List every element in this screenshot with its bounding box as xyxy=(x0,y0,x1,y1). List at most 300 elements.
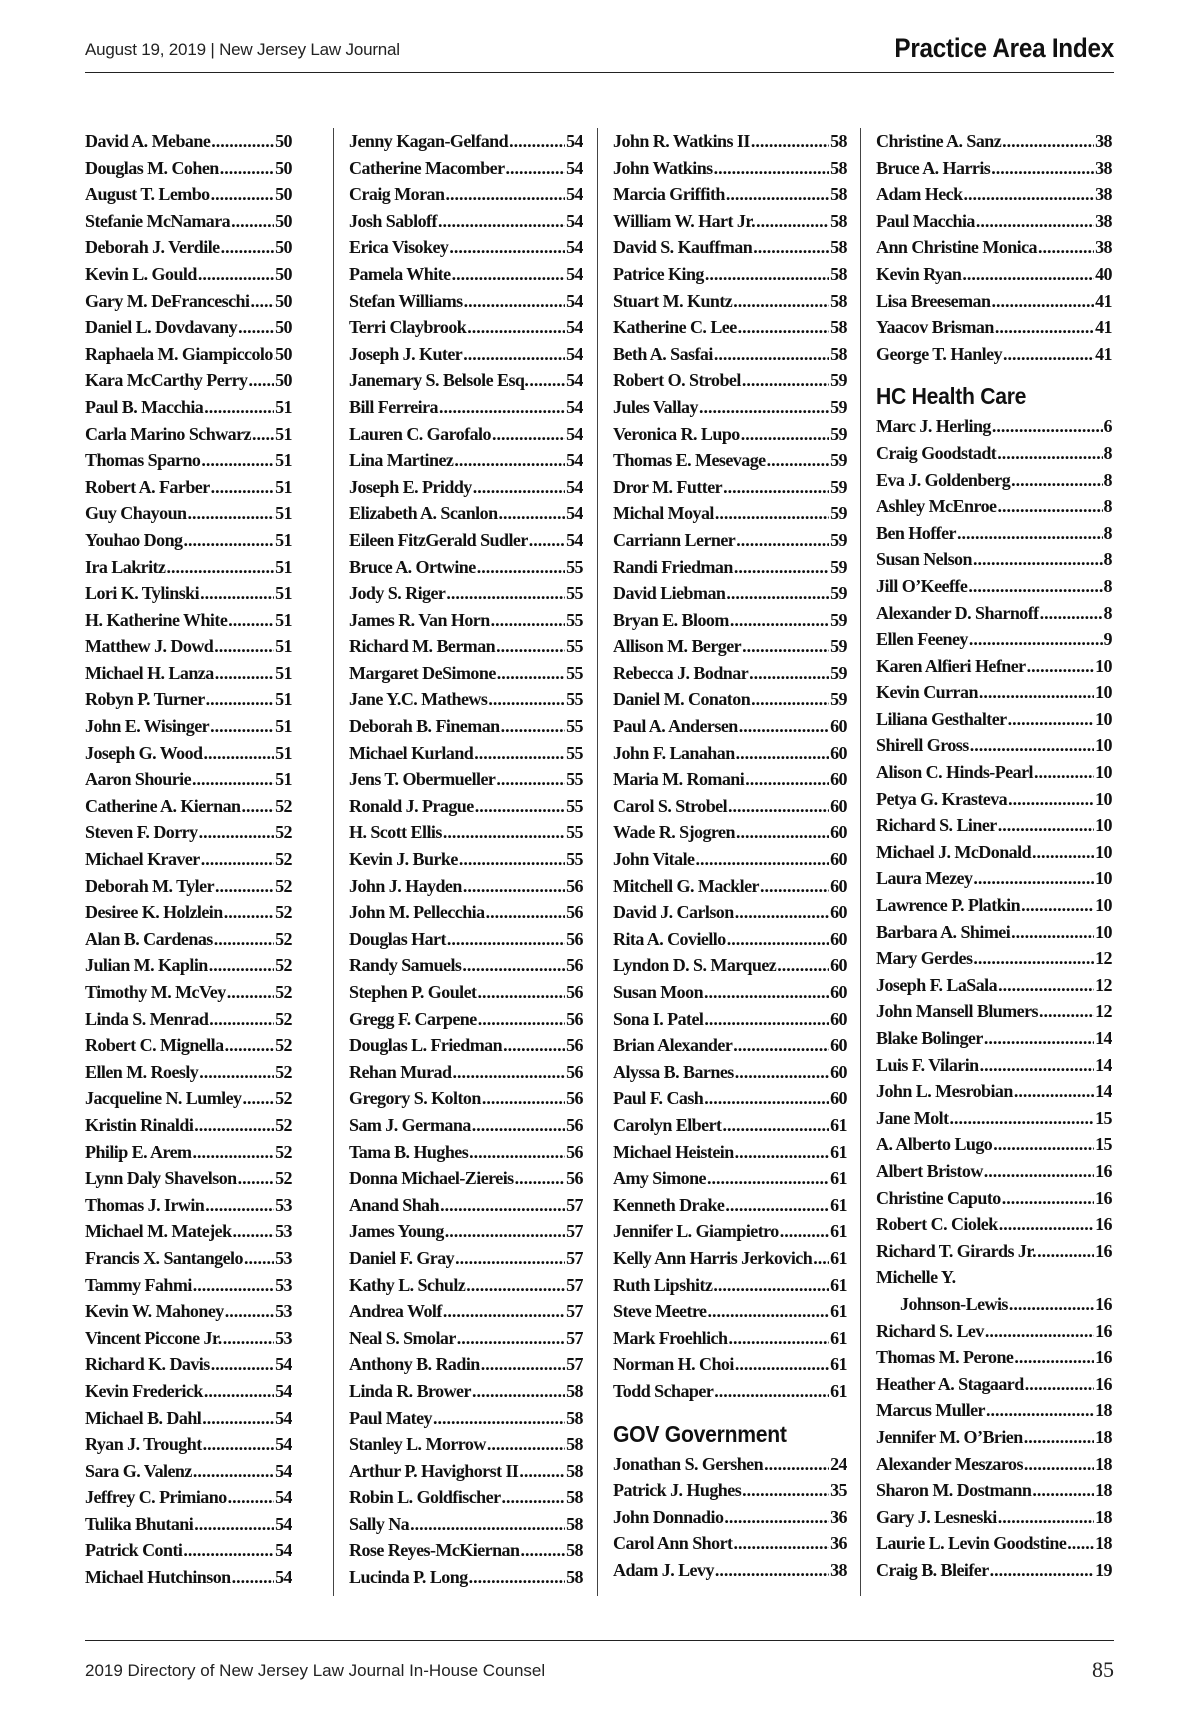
index-entry xyxy=(613,500,847,527)
dot-leader xyxy=(503,1032,565,1059)
entry-name: Mitchell G. Mackler xyxy=(613,875,759,896)
dot-leader xyxy=(735,1139,829,1166)
dot-leader xyxy=(529,367,565,394)
dot-leader xyxy=(228,1484,274,1511)
entry-page-number: 55 xyxy=(566,716,583,737)
entry-name: Jody S. Riger xyxy=(349,583,446,604)
dot-leader xyxy=(515,1165,565,1192)
dot-leader xyxy=(714,1378,829,1405)
entry-page-number: 54 xyxy=(566,529,583,550)
dot-leader xyxy=(756,208,829,235)
dot-leader xyxy=(992,413,1103,440)
index-entry xyxy=(85,819,292,846)
entry-name: Stefan Williams xyxy=(349,290,463,311)
entry-page-number: 52 xyxy=(275,822,292,843)
index-entry xyxy=(613,580,847,607)
index-entry xyxy=(349,367,583,394)
dot-leader xyxy=(780,1218,829,1245)
dot-leader xyxy=(751,686,829,713)
index-entry xyxy=(85,1325,292,1352)
index-entry xyxy=(613,1477,847,1504)
entry-name: Carolyn Elbert xyxy=(613,1114,722,1135)
entry-page-number: 51 xyxy=(275,450,292,471)
index-entry xyxy=(85,1165,292,1192)
dot-leader xyxy=(1032,839,1094,866)
index-entry xyxy=(85,1032,292,1059)
dot-leader xyxy=(979,679,1094,706)
dot-leader xyxy=(726,580,829,607)
entry-page-number: 18 xyxy=(1095,1453,1112,1474)
index-entry xyxy=(876,1477,1112,1504)
index-entry xyxy=(85,633,292,660)
entry-name: Rose Reyes-McKiernan xyxy=(349,1540,520,1561)
index-entry xyxy=(876,919,1112,946)
entry-page-number: 56 xyxy=(566,928,583,949)
entry-page-number: 52 xyxy=(275,875,292,896)
entry-page-number: 54 xyxy=(566,263,583,284)
index-entry xyxy=(876,732,1112,759)
index-entry xyxy=(876,1318,1112,1345)
index-entry xyxy=(349,1059,583,1086)
index-entry xyxy=(85,686,292,713)
index-entry xyxy=(349,686,583,713)
index-entry xyxy=(613,367,847,394)
entry-page-number: 38 xyxy=(1095,210,1112,231)
entry-page-number: 8 xyxy=(1103,549,1112,570)
entry-name: Rita A. Coviello xyxy=(613,928,726,949)
dot-leader xyxy=(733,288,829,315)
entry-name: Gregg F. Carpene xyxy=(349,1008,477,1029)
entry-page-number: 16 xyxy=(1095,1320,1112,1341)
index-entry xyxy=(349,1245,583,1272)
dot-leader xyxy=(741,421,829,448)
index-entry xyxy=(876,1105,1112,1132)
entry-page-number: 36 xyxy=(830,1506,847,1527)
entry-page-number: 55 xyxy=(566,662,583,683)
dot-leader xyxy=(481,1351,565,1378)
dot-leader xyxy=(990,1557,1094,1584)
dot-leader xyxy=(439,394,565,421)
section-heading: HC Health Care xyxy=(876,383,1027,410)
entry-name: Randi Friedman xyxy=(613,556,733,577)
dot-leader xyxy=(463,341,565,368)
dot-leader xyxy=(457,1325,565,1352)
entry-page-number: 54 xyxy=(566,370,583,391)
entry-name: Gregory S. Kolton xyxy=(349,1088,481,1109)
dot-leader xyxy=(221,234,274,261)
entry-page-number: 54 xyxy=(566,131,583,151)
dot-leader xyxy=(501,713,565,740)
dot-leader xyxy=(973,865,1094,892)
entry-name: Michael B. Dahl xyxy=(85,1407,202,1428)
dot-leader xyxy=(1011,467,1102,494)
index-entry xyxy=(613,713,847,740)
index-entry xyxy=(876,653,1112,680)
dot-leader xyxy=(211,474,274,501)
dot-leader xyxy=(472,1112,565,1139)
entry-page-number: 58 xyxy=(830,237,847,258)
index-entry xyxy=(85,421,292,448)
index-entry xyxy=(876,998,1112,1025)
entry-page-number: 54 xyxy=(566,157,583,178)
index-entry xyxy=(876,1158,1112,1185)
entry-name: Sara G. Valenz xyxy=(85,1460,192,1481)
entry-page-number: 56 xyxy=(566,875,583,896)
index-entry xyxy=(349,1298,583,1325)
dot-leader xyxy=(188,500,275,527)
entry-page-number: 8 xyxy=(1103,575,1112,596)
entry-page-number: 56 xyxy=(566,902,583,923)
index-entry xyxy=(613,873,847,900)
entry-page-number: 60 xyxy=(830,928,847,949)
index-entry xyxy=(85,1564,292,1591)
entry-name: Jonathan S. Gershen xyxy=(613,1453,764,1474)
dot-leader xyxy=(1067,1530,1094,1557)
dot-leader xyxy=(723,474,829,501)
entry-name: John J. Hayden xyxy=(349,875,462,896)
entry-name: Robin L. Goldfischer xyxy=(349,1487,501,1508)
index-entry xyxy=(85,1537,292,1564)
dot-leader xyxy=(1002,1185,1094,1212)
index-entry xyxy=(85,288,292,315)
index-entry xyxy=(876,1291,1112,1318)
entry-name: Paul A. Andersen xyxy=(613,716,738,737)
dot-leader xyxy=(192,1139,274,1166)
entry-name: Ellen M. Roesly xyxy=(85,1061,199,1082)
dot-leader xyxy=(220,155,274,182)
entry-name: Brian Alexander xyxy=(613,1035,733,1056)
index-entry xyxy=(876,786,1112,813)
entry-page-number: 61 xyxy=(830,1194,847,1215)
entry-page-number: 57 xyxy=(566,1194,583,1215)
entry-name: Michal Moyal xyxy=(613,503,714,524)
dot-leader xyxy=(203,1431,274,1458)
dot-leader xyxy=(478,979,566,1006)
entry-page-number: 55 xyxy=(566,636,583,657)
entry-page-number: 50 xyxy=(275,131,292,151)
entry-page-number: 16 xyxy=(1095,1240,1112,1261)
entry-page-number: 50 xyxy=(275,317,292,338)
entry-name: Douglas Hart xyxy=(349,928,446,949)
entry-name: Richard S. Liner xyxy=(876,815,997,836)
dot-leader xyxy=(487,1431,565,1458)
entry-page-number: 52 xyxy=(275,1114,292,1135)
entry-name: Rehan Murad xyxy=(349,1061,452,1082)
index-entry xyxy=(85,899,292,926)
index-entry xyxy=(85,208,292,235)
entry-page-number: 52 xyxy=(275,849,292,870)
index-entry xyxy=(876,1264,1112,1291)
entry-page-number: 18 xyxy=(1095,1533,1112,1554)
entry-name: Lucinda P. Long xyxy=(349,1567,468,1588)
index-entry xyxy=(613,1530,847,1557)
dot-leader xyxy=(199,1059,274,1086)
index-entry xyxy=(876,1238,1112,1265)
entry-page-number: 58 xyxy=(830,184,847,205)
entry-page-number: 53 xyxy=(275,1327,292,1348)
index-entry xyxy=(613,1112,847,1139)
entry-page-number: 58 xyxy=(566,1407,583,1428)
dot-leader xyxy=(231,208,274,235)
index-entry xyxy=(85,1112,292,1139)
dot-leader xyxy=(1037,1238,1094,1265)
entry-page-number: 57 xyxy=(566,1274,583,1295)
entry-page-number: 58 xyxy=(566,1487,583,1508)
entry-name: Alexander Meszaros xyxy=(876,1453,1023,1474)
entry-name: Joseph E. Priddy xyxy=(349,476,472,497)
entry-page-number: 51 xyxy=(275,423,292,444)
entry-page-number: 50 xyxy=(275,157,292,178)
index-entry xyxy=(349,819,583,846)
entry-name: Richard T. Girards Jr. xyxy=(876,1240,1037,1261)
entry-page-number: 52 xyxy=(275,1088,292,1109)
dot-leader xyxy=(714,155,829,182)
entry-name: Adam Heck xyxy=(876,184,963,205)
dot-leader xyxy=(502,1484,566,1511)
dot-leader xyxy=(250,288,274,315)
dot-leader xyxy=(1024,1424,1094,1451)
entry-page-number: 8 xyxy=(1103,469,1112,490)
entry-name: Arthur P. Havighorst II xyxy=(349,1460,519,1481)
entry-page-number: 38 xyxy=(1095,184,1112,205)
entry-page-number: 59 xyxy=(830,503,847,524)
dot-leader xyxy=(735,1351,829,1378)
dot-leader xyxy=(999,1211,1094,1238)
entry-page-number: 10 xyxy=(1095,895,1112,916)
entry-name: Blake Bolinger xyxy=(876,1028,983,1048)
entry-name: Joseph G. Wood xyxy=(85,742,203,763)
dot-leader xyxy=(998,812,1094,839)
index-entry xyxy=(85,1484,292,1511)
entry-name: Thomas E. Mesevage xyxy=(613,450,766,471)
entry-page-number: 61 xyxy=(830,1221,847,1242)
entry-page-number: 59 xyxy=(830,689,847,710)
entry-page-number: 57 xyxy=(566,1354,583,1375)
entry-name: Matthew J. Dowd xyxy=(85,636,214,657)
section-heading: GOV Government xyxy=(613,1420,787,1447)
index-entry xyxy=(613,1192,847,1219)
dot-leader xyxy=(984,1158,1094,1185)
dot-leader xyxy=(997,440,1102,467)
dot-leader xyxy=(211,1351,274,1378)
dot-leader xyxy=(519,1458,565,1485)
dot-leader xyxy=(728,1325,829,1352)
dot-leader xyxy=(998,1504,1094,1531)
entry-page-number: 52 xyxy=(275,1008,292,1029)
index-entry xyxy=(85,766,292,793)
dot-leader xyxy=(193,1458,274,1485)
dot-leader xyxy=(742,633,829,660)
entry-page-number: 14 xyxy=(1095,1081,1112,1102)
dot-leader xyxy=(1014,1344,1094,1371)
dot-leader xyxy=(728,793,829,820)
entry-name: Stephen P. Goulet xyxy=(349,982,477,1002)
index-entry xyxy=(349,846,583,873)
dot-leader xyxy=(469,1564,565,1591)
entry-name: Sharon M. Dostmann xyxy=(876,1480,1032,1501)
dot-leader xyxy=(499,500,566,527)
entry-page-number: 16 xyxy=(1095,1373,1112,1394)
entry-page-number: 60 xyxy=(830,716,847,737)
dot-leader xyxy=(473,474,565,501)
entry-page-number: 61 xyxy=(830,1114,847,1135)
entry-name: Susan Moon xyxy=(613,982,704,1002)
entry-name: Adam J. Levy xyxy=(613,1559,714,1580)
index-entry xyxy=(876,1131,1112,1158)
entry-name: Lynn Daly Shavelson xyxy=(85,1168,237,1189)
entry-page-number: 51 xyxy=(275,662,292,683)
entry-name: Desiree K. Holzlein xyxy=(85,902,223,923)
dot-leader xyxy=(204,1378,274,1405)
index-entry xyxy=(876,155,1112,182)
entry-page-number: 41 xyxy=(1095,343,1112,364)
page-header xyxy=(85,30,1114,73)
entry-name: Jennifer M. O’Brien xyxy=(876,1426,1023,1447)
dot-leader xyxy=(211,128,274,155)
entry-page-number: 59 xyxy=(830,529,847,550)
index-entry xyxy=(613,1139,847,1166)
entry-page-number: 59 xyxy=(830,476,847,497)
entry-name: Douglas L. Friedman xyxy=(349,1035,503,1056)
entry-name: Shirell Gross xyxy=(876,735,969,756)
dot-leader xyxy=(443,819,565,846)
dot-leader xyxy=(749,660,829,687)
entry-page-number: 60 xyxy=(830,875,847,896)
entry-name: Tulika Bhutani xyxy=(85,1513,194,1534)
entry-page-number: 55 xyxy=(566,609,583,630)
entry-name: John M. Pellecchia xyxy=(349,902,485,923)
entry-name: Michael H. Lanza xyxy=(85,662,214,683)
index-entry xyxy=(349,1564,583,1591)
dot-leader xyxy=(991,288,1094,315)
column-divider xyxy=(597,128,598,1596)
dot-leader xyxy=(734,554,829,581)
entry-page-number: 61 xyxy=(830,1327,847,1348)
entry-page-number: 54 xyxy=(566,423,583,444)
dot-leader xyxy=(478,1006,565,1033)
dot-leader xyxy=(722,1112,829,1139)
entry-page-number: 54 xyxy=(275,1380,292,1401)
entry-name: Katherine C. Lee xyxy=(613,317,737,338)
entry-page-number: 56 xyxy=(566,1088,583,1109)
entry-page-number: 54 xyxy=(566,290,583,311)
dot-leader xyxy=(738,314,829,341)
index-entry xyxy=(349,128,583,155)
entry-page-number: 8 xyxy=(1103,442,1112,463)
entry-name: Deborah B. Fineman xyxy=(349,716,500,737)
entry-page-number: 59 xyxy=(830,396,847,417)
dot-leader xyxy=(715,500,829,527)
entry-name: Kevin Frederick xyxy=(85,1380,203,1401)
entry-name: Michael Kurland xyxy=(349,742,474,763)
entry-page-number: 60 xyxy=(830,1061,847,1082)
entry-name: Rebecca J. Bodnar xyxy=(613,662,749,683)
dot-leader xyxy=(233,1218,275,1245)
dot-leader xyxy=(477,554,565,581)
entry-page-number: 38 xyxy=(1095,131,1112,151)
index-entry xyxy=(349,873,583,900)
entry-name: Robyn P. Turner xyxy=(85,689,205,710)
dot-leader xyxy=(1025,1371,1094,1398)
dot-leader xyxy=(707,1165,829,1192)
dot-leader xyxy=(224,899,274,926)
dot-leader xyxy=(209,1006,274,1033)
entry-page-number: 16 xyxy=(1095,1214,1112,1235)
dot-leader xyxy=(194,1511,274,1538)
index-entry xyxy=(85,447,292,474)
entry-page-number: 9 xyxy=(1103,629,1112,650)
index-entry xyxy=(349,926,583,953)
dot-leader xyxy=(242,793,275,820)
dot-leader xyxy=(980,1052,1094,1079)
entry-page-number: 10 xyxy=(1095,655,1112,676)
index-entry xyxy=(876,839,1112,866)
entry-name: Pamela White xyxy=(349,263,451,284)
entry-page-number: 56 xyxy=(566,1114,583,1135)
entry-name: Todd Schaper xyxy=(613,1380,714,1401)
entry-name: John Mansell Blumers xyxy=(876,1001,1039,1022)
entry-name: Jill O’Keeffe xyxy=(876,575,968,596)
dot-leader xyxy=(454,447,565,474)
entry-name: Philip E. Arem xyxy=(85,1141,192,1162)
dot-leader xyxy=(962,261,1094,288)
entry-page-number: 55 xyxy=(566,795,583,816)
entry-name: Patrick J. Hughes xyxy=(613,1480,742,1501)
entry-name: Eva J. Goldenberg xyxy=(876,469,1011,490)
entry-name: Joseph F. LaSala xyxy=(876,974,998,995)
dot-leader xyxy=(459,846,565,873)
entry-name: Erica Visokey xyxy=(349,237,449,258)
dot-leader xyxy=(950,1105,1095,1132)
entry-page-number: 61 xyxy=(830,1168,847,1189)
index-entry xyxy=(349,766,583,793)
entry-name: Petya G. Krasteva xyxy=(876,788,1008,809)
entry-name: Susan Nelson xyxy=(876,549,972,570)
entry-page-number: 50 xyxy=(275,263,292,284)
index-entry xyxy=(613,926,847,953)
dot-leader xyxy=(1008,786,1094,813)
dot-leader xyxy=(509,128,565,155)
dot-leader xyxy=(1011,919,1094,946)
entry-page-number: 57 xyxy=(566,1301,583,1322)
entry-page-number: 57 xyxy=(566,1221,583,1242)
entry-page-number: 40 xyxy=(1095,263,1112,284)
index-entry xyxy=(613,341,847,368)
dot-leader xyxy=(506,155,566,182)
entry-name: Craig Moran xyxy=(349,184,445,205)
entry-page-number: 19 xyxy=(1095,1559,1112,1580)
entry-name: Lawrence P. Platkin xyxy=(876,895,1021,916)
index-entry xyxy=(613,208,847,235)
index-entry xyxy=(613,1032,847,1059)
entry-page-number: 51 xyxy=(275,529,292,550)
index-entry xyxy=(85,1458,292,1485)
index-entry xyxy=(613,899,847,926)
entry-name: Liliana Gesthalter xyxy=(876,708,1007,729)
dot-leader xyxy=(991,155,1094,182)
entry-name: Ira Lakritz xyxy=(85,556,166,577)
index-entry xyxy=(876,1052,1112,1079)
dot-leader xyxy=(202,1405,274,1432)
dot-leader xyxy=(1038,234,1094,261)
entry-name: James Young xyxy=(349,1221,444,1242)
index-entry xyxy=(85,1245,292,1272)
dot-leader xyxy=(764,1451,829,1478)
index-entry xyxy=(876,1530,1112,1557)
index-entry xyxy=(613,633,847,660)
dot-leader xyxy=(232,1564,274,1591)
index-entry xyxy=(613,155,847,182)
